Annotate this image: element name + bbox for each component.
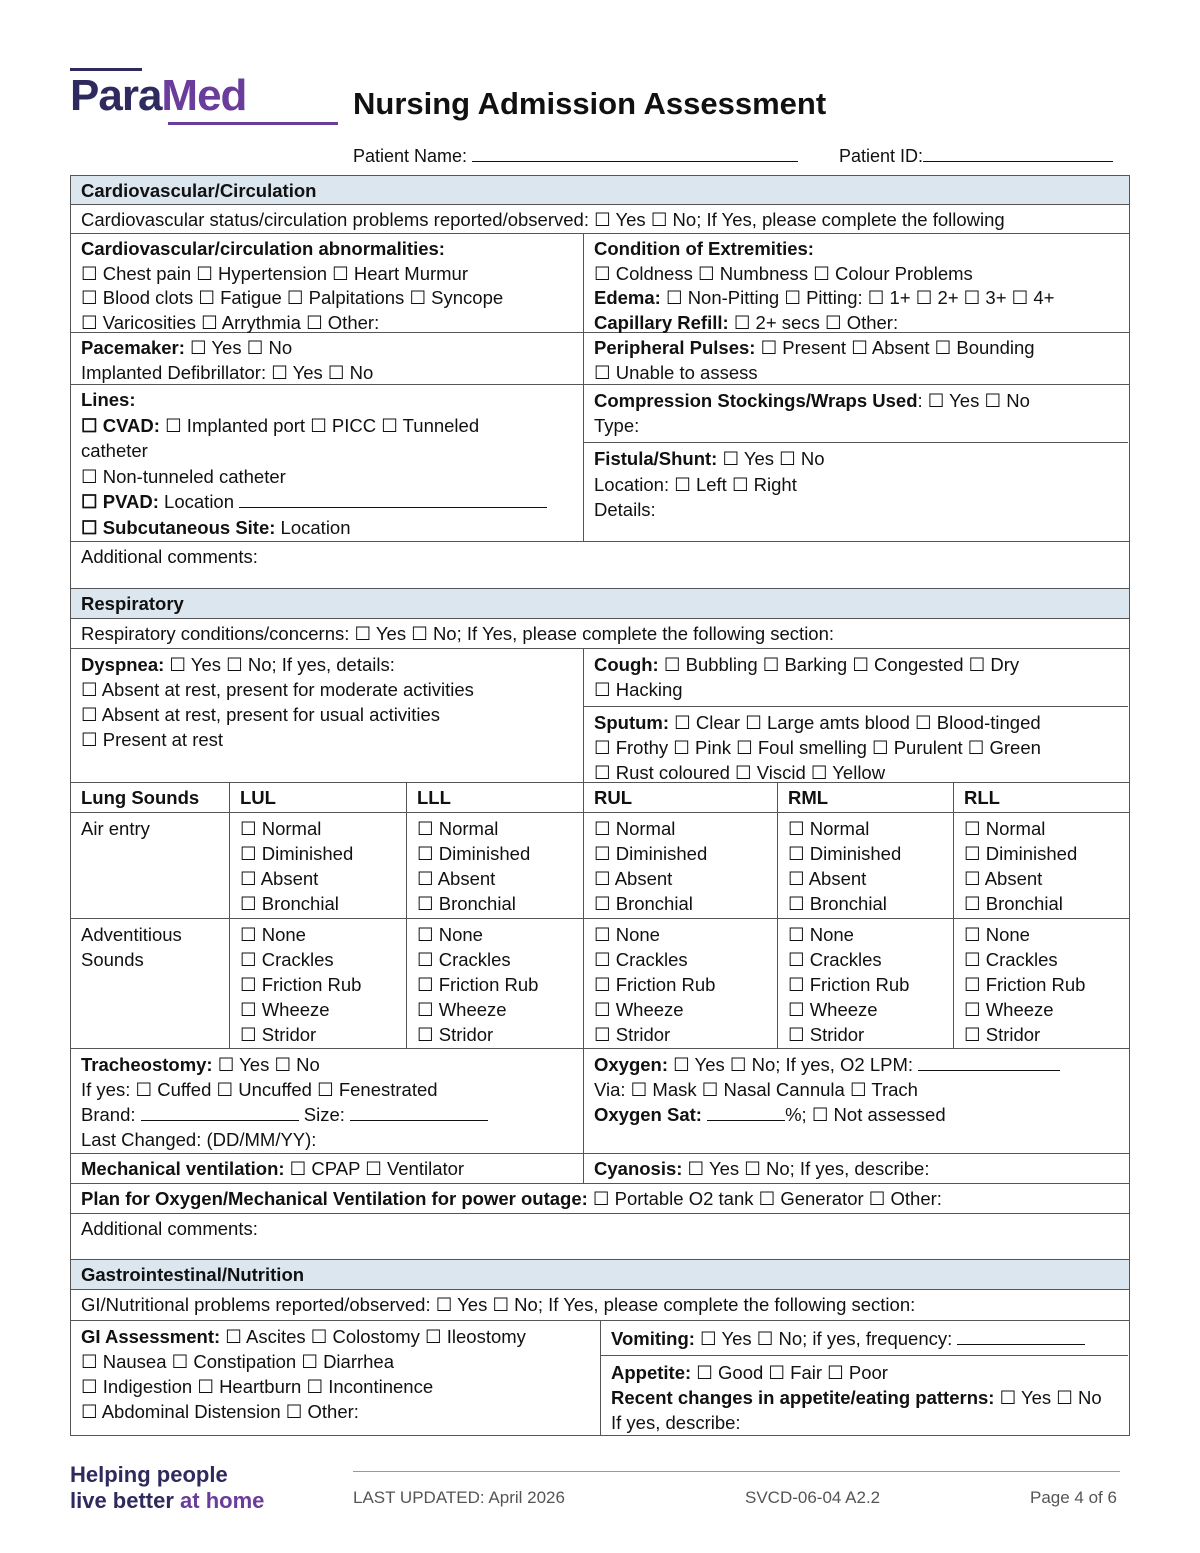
patient-id-label: Patient ID: [839,146,924,166]
extremities-line-1[interactable]: ☐ Coldness ☐ Numbness ☐ Colour Problems [594,262,973,284]
oxygen-via[interactable]: Via: ☐ Mask ☐ Nasal Cannula ☐ Trach [594,1079,918,1100]
resp-comments[interactable]: Additional comments: [81,1218,258,1239]
abnormalities-line-1[interactable]: ☐ Chest pain ☐ Hypertension ☐ Heart Murmur [81,262,469,284]
sputum-block [584,706,1128,785]
footer-code: SVCD-06-04 A2.2 [745,1488,881,1507]
vomiting-frequency-field[interactable] [957,1328,1085,1345]
logo-underline [168,122,338,125]
footer-divider [353,1471,1120,1472]
rml-adventitious: ☐ None ☐ Crackles ☐ Friction Rub ☐ Wheeze ☐ Stridor [777,919,953,1048]
fistula-block [584,442,1128,523]
catheter-text: catheter [81,440,148,461]
logo-text: ParaMed [70,71,247,120]
page-title: Nursing Admission Assessment [353,86,827,121]
brand-field[interactable] [141,1104,299,1121]
size-field[interactable] [350,1104,488,1121]
appetite-describe[interactable]: If yes, describe: [611,1412,741,1433]
compression-type[interactable]: Type: [594,414,640,436]
rml-air-entry: ☐ Normal ☐ Diminished ☐ Absent ☐ Bronchial [777,813,953,918]
tracheostomy-cell [71,1049,583,1153]
sputum-line-3[interactable]: ☐ Rust coloured ☐ Viscid ☐ Yellow [594,762,886,783]
lines-cell [71,385,583,541]
rul-header: RUL [583,783,777,812]
dyspnea-option-1[interactable]: ☐ Absent at rest, present for moderate activities [81,679,474,700]
brand-size-line: Brand: Size: [81,1102,573,1127]
vomiting-line[interactable]: Vomiting: ☐ Yes ☐ No; if yes, frequency: [611,1326,1118,1351]
rul-air-entry: ☐ Normal ☐ Diminished ☐ Absent ☐ Bronchial [583,813,777,918]
cardio-status[interactable]: Cardiovascular status/circulation problems reported/observed: ☐ Yes ☐ No; If Yes, please complete the following [81,209,1005,230]
abnormalities-line-2[interactable]: ☐ Blood clots ☐ Fatigue ☐ Palpitations ☐ Syncope [81,287,504,308]
rll-air-entry: ☐ Normal ☐ Diminished ☐ Absent ☐ Bronchial [953,813,1128,918]
lll-air-entry: ☐ Normal ☐ Diminished ☐ Absent ☐ Bronchial [406,813,583,918]
lung-sounds-header: Lung Sounds [81,787,200,808]
capillary-line[interactable]: Capillary Refill: ☐ 2+ secs ☐ Other: [594,311,899,333]
appetite-line[interactable]: Appetite: ☐ Good ☐ Fair ☐ Poor [611,1362,888,1383]
lll-adventitious: ☐ None ☐ Crackles ☐ Friction Rub ☐ Wheeze ☐ Stridor [406,919,583,1048]
cardio-comments[interactable]: Additional comments: [81,546,258,567]
cough-sputum-cell [583,649,1128,782]
pacemaker-cell [71,333,583,384]
power-outage-plan[interactable]: Plan for Oxygen/Mechanical Ventilation for power outage: ☐ Portable O2 tank ☐ Generator ☐ Other: [81,1188,942,1209]
abnormalities-title: Cardiovascular/circulation abnormalities: [81,238,445,259]
pulses-line[interactable]: Peripheral Pulses: ☐ Present ☐ Absent ☐ Bounding [594,337,1035,358]
recent-changes-line[interactable]: Recent changes in appetite/eating patterns: ☐ Yes ☐ No [611,1387,1102,1408]
lines-title: Lines: [81,389,136,410]
cough-hacking[interactable]: ☐ Hacking [594,679,683,700]
subcutaneous-line[interactable]: ☐ Subcutaneous Site: Location [81,516,351,538]
tracheostomy-type[interactable]: If yes: ☐ Cuffed ☐ Uncuffed ☐ Fenestrated [81,1079,438,1100]
dyspnea-line[interactable]: Dyspnea: ☐ Yes ☐ No; If yes, details: [81,654,395,675]
dyspnea-option-2[interactable]: ☐ Absent at rest, present for usual activities [81,704,441,725]
vomiting-appetite-cell [600,1321,1128,1435]
gi-line-2[interactable]: ☐ Nausea ☐ Constipation ☐ Diarrhea [81,1351,395,1372]
lul-air-entry: ☐ Normal ☐ Diminished ☐ Absent ☐ Bronchial [229,813,406,918]
oxygen-cell [583,1049,1128,1153]
assessment-form [70,175,1130,1436]
rml-header: RML [777,783,953,812]
pacemaker-line[interactable]: Pacemaker: ☐ Yes ☐ No [81,337,293,358]
resp-status[interactable]: Respiratory conditions/concerns: ☐ Yes ☐ No; If Yes, please complete the following section: [81,623,835,644]
patient-name-field[interactable] [472,143,798,162]
extremities [583,234,1128,332]
cyanosis-line[interactable]: Cyanosis: ☐ Yes ☐ No; If yes, describe: [583,1154,1128,1183]
patient-id-row [839,143,1113,168]
gi-header: Gastrointestinal/Nutrition [71,1260,1129,1289]
lul-header: LUL [229,783,406,812]
last-changed[interactable]: Last Changed: (DD/MM/YY): [81,1129,317,1150]
patient-id-field[interactable] [923,143,1113,162]
air-entry-label: Air entry [81,818,150,839]
rll-adventitious: ☐ None ☐ Crackles ☐ Friction Rub ☐ Wheeze ☐ Stridor [953,919,1128,1048]
paramed-logo [70,68,270,128]
fistula-line[interactable]: Fistula/Shunt: ☐ Yes ☐ No [594,448,825,469]
patient-name-label: Patient Name: [353,146,468,166]
gi-line-3[interactable]: ☐ Indigestion ☐ Heartburn ☐ Incontinence [81,1376,434,1397]
oxygen-line[interactable]: Oxygen: ☐ Yes ☐ No; If yes, O2 LPM: [594,1052,1118,1077]
dyspnea-option-3[interactable]: ☐ Present at rest [81,729,224,750]
o2-lpm-field[interactable] [918,1054,1060,1071]
sputum-line[interactable]: Sputum: ☐ Clear ☐ Large amts blood ☐ Blood-tinged [594,712,1041,733]
dyspnea-cell [71,649,583,782]
fistula-details[interactable]: Details: [594,499,656,520]
footer-updated: LAST UPDATED: April 2026 [353,1488,565,1507]
rul-adventitious: ☐ None ☐ Crackles ☐ Friction Rub ☐ Wheeze ☐ Stridor [583,919,777,1048]
gi-status[interactable]: GI/Nutritional problems reported/observed: ☐ Yes ☐ No; If Yes, please complete the following section: [81,1294,916,1315]
non-tunneled-line[interactable]: ☐ Non-tunneled catheter [81,465,286,487]
pulses-unable[interactable]: ☐ Unable to assess [594,361,758,383]
cardio-header: Cardiovascular/Circulation [71,176,1129,204]
footer-page: Page 4 of 6 [1030,1488,1117,1507]
abnormalities-line-3[interactable]: ☐ Varicosities ☐ Arrythmia ☐ Other: [81,311,380,333]
oxygen-sat-line: Oxygen Sat: %; ☐ Not assessed [594,1104,946,1125]
pulses-cell [583,333,1128,384]
pvad-location-field[interactable] [239,491,547,508]
pvad-line[interactable]: ☐ PVAD: Location [81,489,573,515]
compression-line[interactable]: Compression Stockings/Wraps Used: ☐ Yes ☐ No [594,390,1030,411]
gi-assessment-cell [71,1321,600,1435]
gi-line-4[interactable]: ☐ Abdominal Distension ☐ Other: [81,1401,359,1422]
rll-header: RLL [953,783,1128,812]
patient-name-row [353,143,798,168]
edema-line[interactable]: Edema: ☐ Non-Pitting ☐ Pitting: ☐ 1+ ☐ 2+ ☐ 3+ ☐ 4+ [594,287,1055,308]
cvad-line[interactable]: ☐ CVAD: ☐ Implanted port ☐ PICC ☐ Tunneled [81,414,480,436]
lll-header: LLL [406,783,583,812]
extremities-title: Condition of Extremities: [594,238,814,259]
defibrillator-line[interactable]: Implanted Defibrillator: ☐ Yes ☐ No [81,361,374,383]
cardio-abnormalities [71,234,583,332]
adventitious-label: Adventitious Sounds [81,924,182,970]
cough-line[interactable]: Cough: ☐ Bubbling ☐ Barking ☐ Congested ☐ Dry [594,654,1020,675]
gi-assessment-line[interactable]: GI Assessment: ☐ Ascites ☐ Colostomy ☐ Ileostomy [81,1326,526,1347]
lul-adventitious: ☐ None ☐ Crackles ☐ Friction Rub ☐ Wheeze ☐ Stridor [229,919,406,1048]
tracheostomy-line[interactable]: Tracheostomy: ☐ Yes ☐ No [81,1054,320,1075]
sputum-line-2[interactable]: ☐ Frothy ☐ Pink ☐ Foul smelling ☐ Purulent ☐ Green [594,737,1041,758]
resp-header: Respiratory [71,589,1129,618]
mech-vent-line[interactable]: Mechanical ventilation: ☐ CPAP ☐ Ventilator [81,1158,465,1179]
appetite-block [601,1355,1128,1435]
fistula-location[interactable]: Location: ☐ Left ☐ Right [594,473,797,495]
compression-fistula-cell [583,385,1128,541]
footer-tagline: Helping people live better at home [70,1462,265,1513]
oxygen-sat-field[interactable] [707,1104,785,1121]
